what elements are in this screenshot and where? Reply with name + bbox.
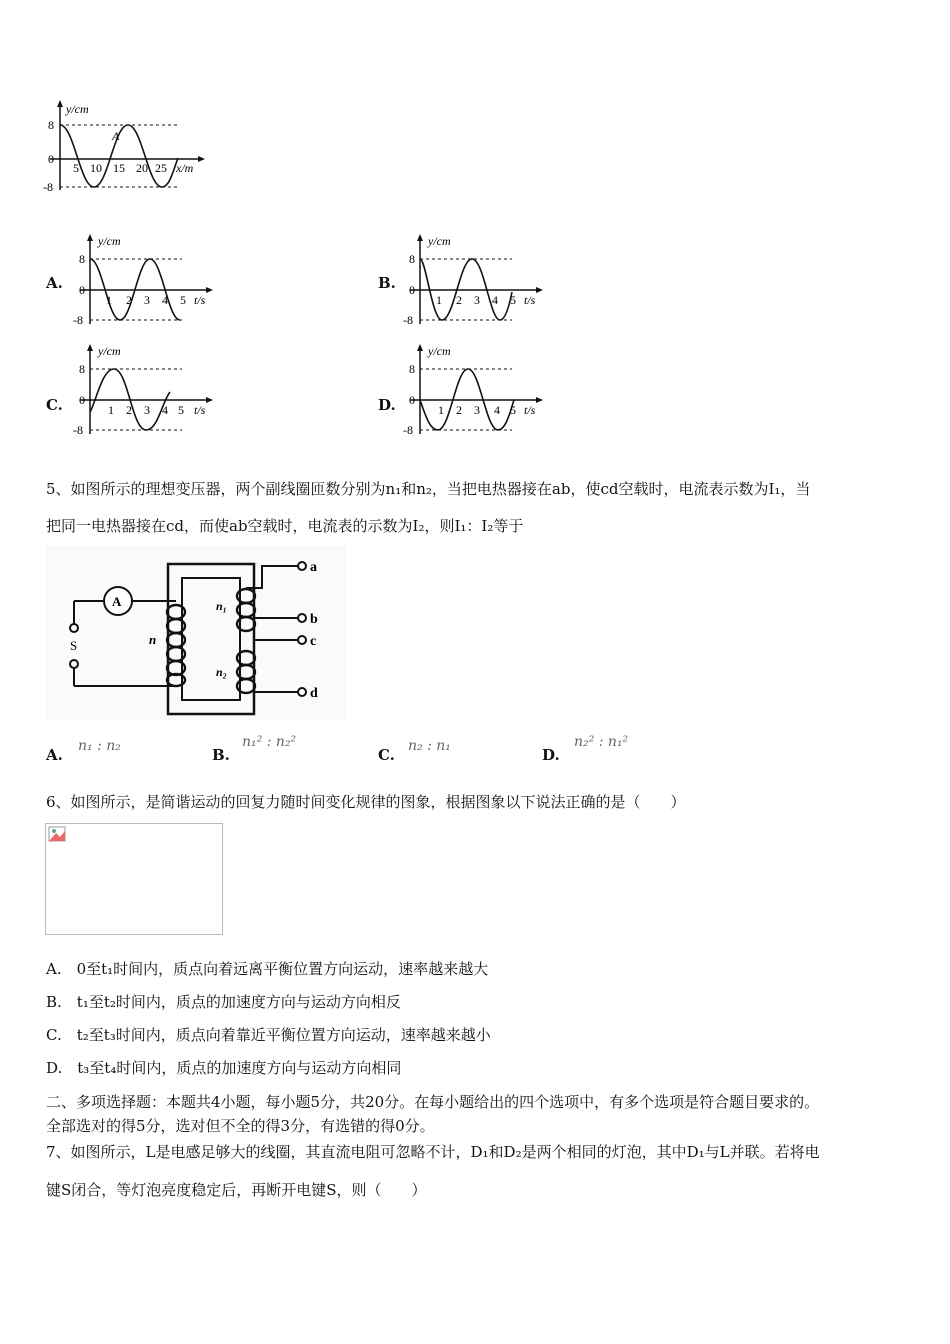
terminal-d: d	[310, 686, 318, 701]
broken-image-icon	[48, 826, 68, 844]
q4-option-b-graph	[400, 232, 550, 328]
graph-tick: 2	[126, 293, 132, 307]
wave-xtick: 25	[155, 161, 167, 175]
wave-ytop: 8	[48, 118, 54, 132]
wave-ybottom: -8	[43, 180, 53, 194]
q5-option-c-label: C.	[378, 746, 395, 764]
graph-origin: 0	[79, 283, 85, 297]
graph-ytop: 8	[79, 362, 85, 376]
wave-xtick: 20	[136, 161, 148, 175]
graph-ytop: 8	[409, 362, 415, 376]
q5-option-a-label: A.	[46, 746, 63, 764]
q5-option-b-label: B.	[212, 746, 230, 764]
graph-tick: 1	[436, 293, 442, 307]
graph-tick: 2	[456, 403, 462, 417]
graph-ylabel: y/cm	[428, 344, 451, 358]
graph-tick: 2	[456, 293, 462, 307]
q5-stem-line2: 把同一电热器接在cd，而使ab空载时，电流表的示数为I₂，则I₁：I₂等于	[46, 517, 524, 535]
graph-ylabel: y/cm	[98, 234, 121, 248]
terminal-b: b	[310, 612, 318, 627]
graph-tick: 3	[474, 403, 480, 417]
wave-point-a: A	[112, 129, 120, 143]
wave-xlabel: x/m	[176, 161, 194, 175]
graph-tick: 1	[438, 403, 444, 417]
wave-ylabel: y/cm	[66, 102, 89, 116]
graph-ytop: 8	[409, 252, 415, 266]
graph-origin: 0	[409, 393, 415, 407]
graph-origin: 0	[79, 393, 85, 407]
graph-ybottom: -8	[403, 313, 413, 327]
graph-origin: 0	[409, 283, 415, 297]
q7-stem-line2: 键S闭合，等灯泡亮度稳定后，再断开电键S，则（ ）	[46, 1181, 427, 1199]
graph-ybottom: -8	[73, 313, 83, 327]
graph-tick: 3	[474, 293, 480, 307]
q6-option-c: C. t₂至t₃时间内，质点向着靠近平衡位置方向运动，速率越来越小	[46, 1026, 491, 1044]
wave-figure	[40, 98, 210, 203]
graph-tick: 4	[162, 293, 168, 307]
q5-option-d-label: D.	[542, 746, 560, 764]
sec1-label: n₁	[216, 599, 227, 613]
q5-option-c-expr: n₂ : n₁	[408, 738, 451, 754]
q4-option-c-label: C.	[46, 396, 63, 414]
graph-tick: 1	[108, 403, 114, 417]
wave-xtick: 15	[113, 161, 125, 175]
ammeter-label: A	[112, 594, 122, 609]
graph-xlabel: t/s	[194, 293, 206, 307]
graph-xlabel: t/s	[194, 403, 206, 417]
q5-option-d-expr: n₂² : n₁²	[574, 734, 629, 750]
graph-ybottom: -8	[73, 423, 83, 437]
q5-stem-line1: 5、如图所示的理想变压器，两个副线圈匝数分别为n₁和n₂，当把电热器接在ab，使cd空载时，电流表示数为I₁，当	[46, 480, 811, 498]
q4-option-c-graph	[70, 342, 220, 438]
graph-ybottom: -8	[403, 423, 413, 437]
q4-option-d-label: D.	[378, 396, 396, 414]
q4-option-a-label: A.	[46, 274, 63, 292]
graph-ytop: 8	[79, 252, 85, 266]
q6-option-b: B. t₁至t₂时间内，质点的加速度方向与运动方向相反	[46, 993, 401, 1011]
q4-option-a-graph	[70, 232, 220, 328]
graph-tick: 3	[144, 293, 150, 307]
graph-ylabel: y/cm	[98, 344, 121, 358]
q7-stem-line1: 7、如图所示，L是电感足够大的线圈，其直流电阻可忽略不计，D₁和D₂是两个相同的灯泡，其中D₁与L并联。若将电	[46, 1143, 820, 1161]
q4-option-b-label: B.	[378, 274, 396, 292]
section2-line1: 二、多项选择题：本题共4小题，每小题5分，共20分。在每小题给出的四个选项中，有多个选项是符合题目要求的。	[46, 1093, 820, 1111]
terminal-c: c	[310, 634, 317, 649]
graph-tick: 5	[510, 403, 516, 417]
q5-option-a-expr: n₁ : n₂	[78, 738, 121, 754]
graph-tick: 1	[106, 293, 112, 307]
wave-xtick: 10	[90, 161, 102, 175]
graph-tick: 4	[162, 403, 168, 417]
q6-missing-image	[45, 823, 223, 935]
q4-option-d-graph	[400, 342, 550, 438]
graph-ylabel: y/cm	[428, 234, 451, 248]
q6-option-a: A. 0至t₁时间内，质点向着远离平衡位置方向运动，速率越来越大	[46, 960, 489, 978]
q6-stem: 6、如图所示，是简谐运动的回复力随时间变化规律的图象，根据图象以下说法正确的是（ ）	[46, 793, 686, 811]
graph-tick: 5	[510, 293, 516, 307]
section2-line2: 全部选对的得5分，选对但不全的得3分，有选错的得0分。	[46, 1117, 435, 1135]
graph-tick: 5	[180, 293, 186, 307]
transformer-circuit	[46, 546, 346, 721]
wave-origin: 0	[48, 152, 54, 166]
graph-tick: 5	[178, 403, 184, 417]
wave-xtick: 5	[73, 161, 79, 175]
graph-tick: 3	[144, 403, 150, 417]
q5-option-b-expr: n₁² : n₂²	[242, 734, 297, 750]
primary-label: n	[149, 632, 157, 647]
graph-xlabel: t/s	[524, 403, 536, 417]
graph-xlabel: t/s	[524, 293, 536, 307]
graph-tick: 4	[494, 403, 500, 417]
q6-option-d: D. t₃至t₄时间内，质点的加速度方向与运动方向相同	[46, 1059, 402, 1077]
graph-tick: 4	[492, 293, 498, 307]
terminal-a: a	[310, 560, 317, 575]
graph-tick: 2	[126, 403, 132, 417]
sec2-label: n₂	[216, 665, 227, 679]
switch-label: S	[70, 638, 78, 653]
